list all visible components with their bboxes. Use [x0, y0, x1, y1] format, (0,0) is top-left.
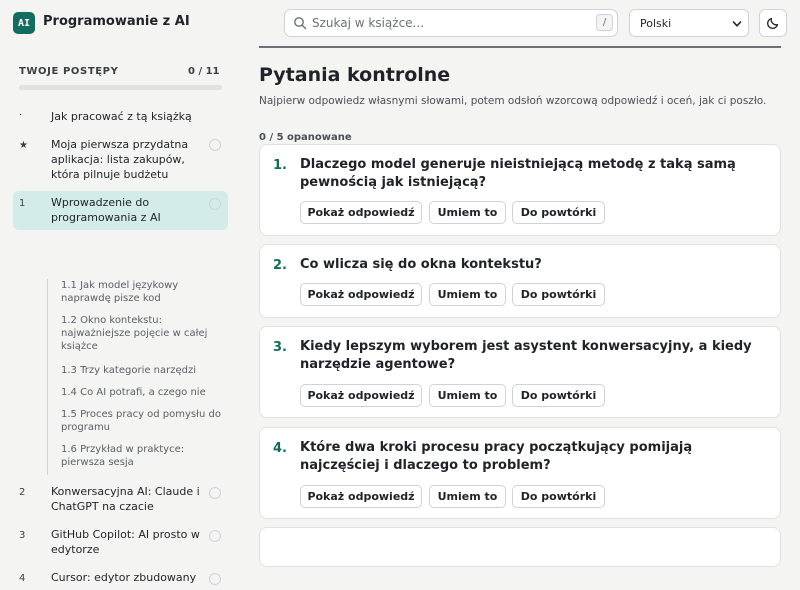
- progress-count: 0 / 11: [188, 66, 220, 77]
- subsection-1-6[interactable]: 1.6 Przykład w praktyce: pierwsza sesja: [61, 444, 185, 468]
- progress-label: TWOJE POSTĘPY: [19, 66, 119, 77]
- theme-toggle-button[interactable]: [759, 9, 787, 37]
- app-logo[interactable]: AI: [13, 12, 35, 34]
- sidebar-item-number: 4: [19, 573, 26, 584]
- question-number: 2.: [273, 258, 287, 273]
- chevron-down-icon: [732, 19, 742, 29]
- top-bar: [0, 0, 800, 46]
- question-card: [259, 326, 781, 418]
- question-text: Co wlicza się do okna kontekstu?: [300, 257, 542, 272]
- search-placeholder: Szukaj w książce...: [312, 16, 425, 30]
- sidebar-item-label: Jak pracować z tą książką: [51, 110, 192, 123]
- know-it-button[interactable]: Umiem to: [429, 201, 506, 224]
- sidebar: [0, 46, 240, 584]
- language-selected: Polski: [640, 17, 672, 30]
- progress-bar: [19, 85, 222, 90]
- question-number: 4.: [273, 441, 287, 456]
- to-review-button[interactable]: Do powtórki: [512, 283, 605, 306]
- know-it-button[interactable]: Umiem to: [429, 283, 506, 306]
- subsection-1-2[interactable]: 1.2 Okno kontekstu: najważniejsze pojęcie w całej książce: [61, 315, 208, 352]
- sidebar-item-chapter-1[interactable]: [13, 191, 228, 230]
- sidebar-item-label: Wprowadzenie do programowania z AI: [51, 196, 161, 224]
- mastered-count: 0 / 5 opanowane: [259, 132, 352, 143]
- sidebar-item-number: ★: [19, 140, 28, 151]
- know-it-button[interactable]: Umiem to: [429, 384, 506, 407]
- subsection-1-5[interactable]: 1.5 Proces pracy od pomysłu do programu: [61, 409, 221, 433]
- question-text: Które dwa kroki procesu pracy początkujący pomijają najczęściej i dlaczego to problem?: [300, 440, 693, 473]
- question-card: [259, 244, 781, 318]
- language-select[interactable]: [629, 9, 749, 37]
- intro-text: Najpierw odpowiedz własnymi słowami, potem odsłoń wzorcową odpowiedź i oceń, jak ci poszło.: [259, 95, 767, 107]
- progress-circle-icon: [209, 198, 221, 210]
- sidebar-item-number: 3: [19, 530, 26, 541]
- to-review-button[interactable]: Do powtórki: [512, 485, 605, 508]
- main-content: [259, 46, 781, 544]
- question-text: Dlaczego model generuje nieistniejącą metodę z taką samą pewnością jak istniejącą?: [300, 157, 736, 190]
- show-answer-button[interactable]: Pokaż odpowiedź: [300, 485, 422, 508]
- progress-circle-icon: [209, 530, 221, 542]
- subsection-1-1[interactable]: 1.1 Jak model językowy naprawdę pisze kod: [61, 280, 179, 304]
- app-title[interactable]: Programowanie z AI: [43, 14, 190, 29]
- page-title: Pytania kontrolne: [259, 64, 451, 86]
- sidebar-item-chapter-3[interactable]: [13, 527, 228, 561]
- sidebar-item-label: Moja pierwsza przydatna aplikacja: lista zakupów, która pilnuje budżetu: [51, 138, 189, 181]
- question-number: 3.: [273, 340, 287, 355]
- know-it-button[interactable]: Umiem to: [429, 485, 506, 508]
- subsection-1-4[interactable]: 1.4 Co AI potrafi, a czego nie: [61, 387, 206, 398]
- question-card: [259, 144, 781, 236]
- to-review-button[interactable]: Do powtórki: [512, 384, 605, 407]
- show-answer-button[interactable]: Pokaż odpowiedź: [300, 283, 422, 306]
- sidebar-item-label: GitHub Copilot: AI prosto w edytorze: [51, 528, 200, 556]
- question-text: Kiedy lepszym wyborem jest asystent konwersacyjny, a kiedy narzędzie agentowe?: [300, 339, 752, 372]
- sidebar-item-label: Cursor: edytor zbudowany: [51, 571, 197, 584]
- show-answer-button[interactable]: Pokaż odpowiedź: [300, 384, 422, 407]
- question-card: [259, 527, 781, 567]
- sidebar-item-chapter-4[interactable]: [13, 570, 228, 590]
- search-shortcut-key: /: [596, 14, 613, 31]
- sidebar-item-number: 1: [19, 198, 26, 209]
- question-card: [259, 427, 781, 519]
- divider: [259, 46, 781, 48]
- sidebar-item-label: Konwersacyjna AI: Claude i ChatGPT na czacie: [51, 485, 200, 513]
- sidebar-item-first-app[interactable]: [13, 134, 228, 186]
- sidebar-item-how-to-use[interactable]: [13, 102, 228, 130]
- search-input[interactable]: [284, 9, 618, 37]
- sidebar-item-number: 2: [19, 487, 26, 498]
- chapter-1-subsections: [47, 279, 222, 475]
- to-review-button[interactable]: Do powtórki: [512, 201, 605, 224]
- sidebar-item-chapter-2[interactable]: [13, 484, 228, 518]
- sidebar-item-number: ·: [19, 110, 23, 121]
- search-icon: [293, 16, 307, 30]
- progress-circle-icon: [209, 487, 221, 499]
- progress-circle-icon: [209, 139, 221, 151]
- show-answer-button[interactable]: Pokaż odpowiedź: [300, 201, 422, 224]
- subsection-1-3[interactable]: 1.3 Trzy kategorie narzędzi: [61, 365, 197, 376]
- progress-circle-icon: [209, 573, 221, 585]
- question-number: 1.: [273, 158, 287, 173]
- moon-icon: [766, 16, 780, 30]
